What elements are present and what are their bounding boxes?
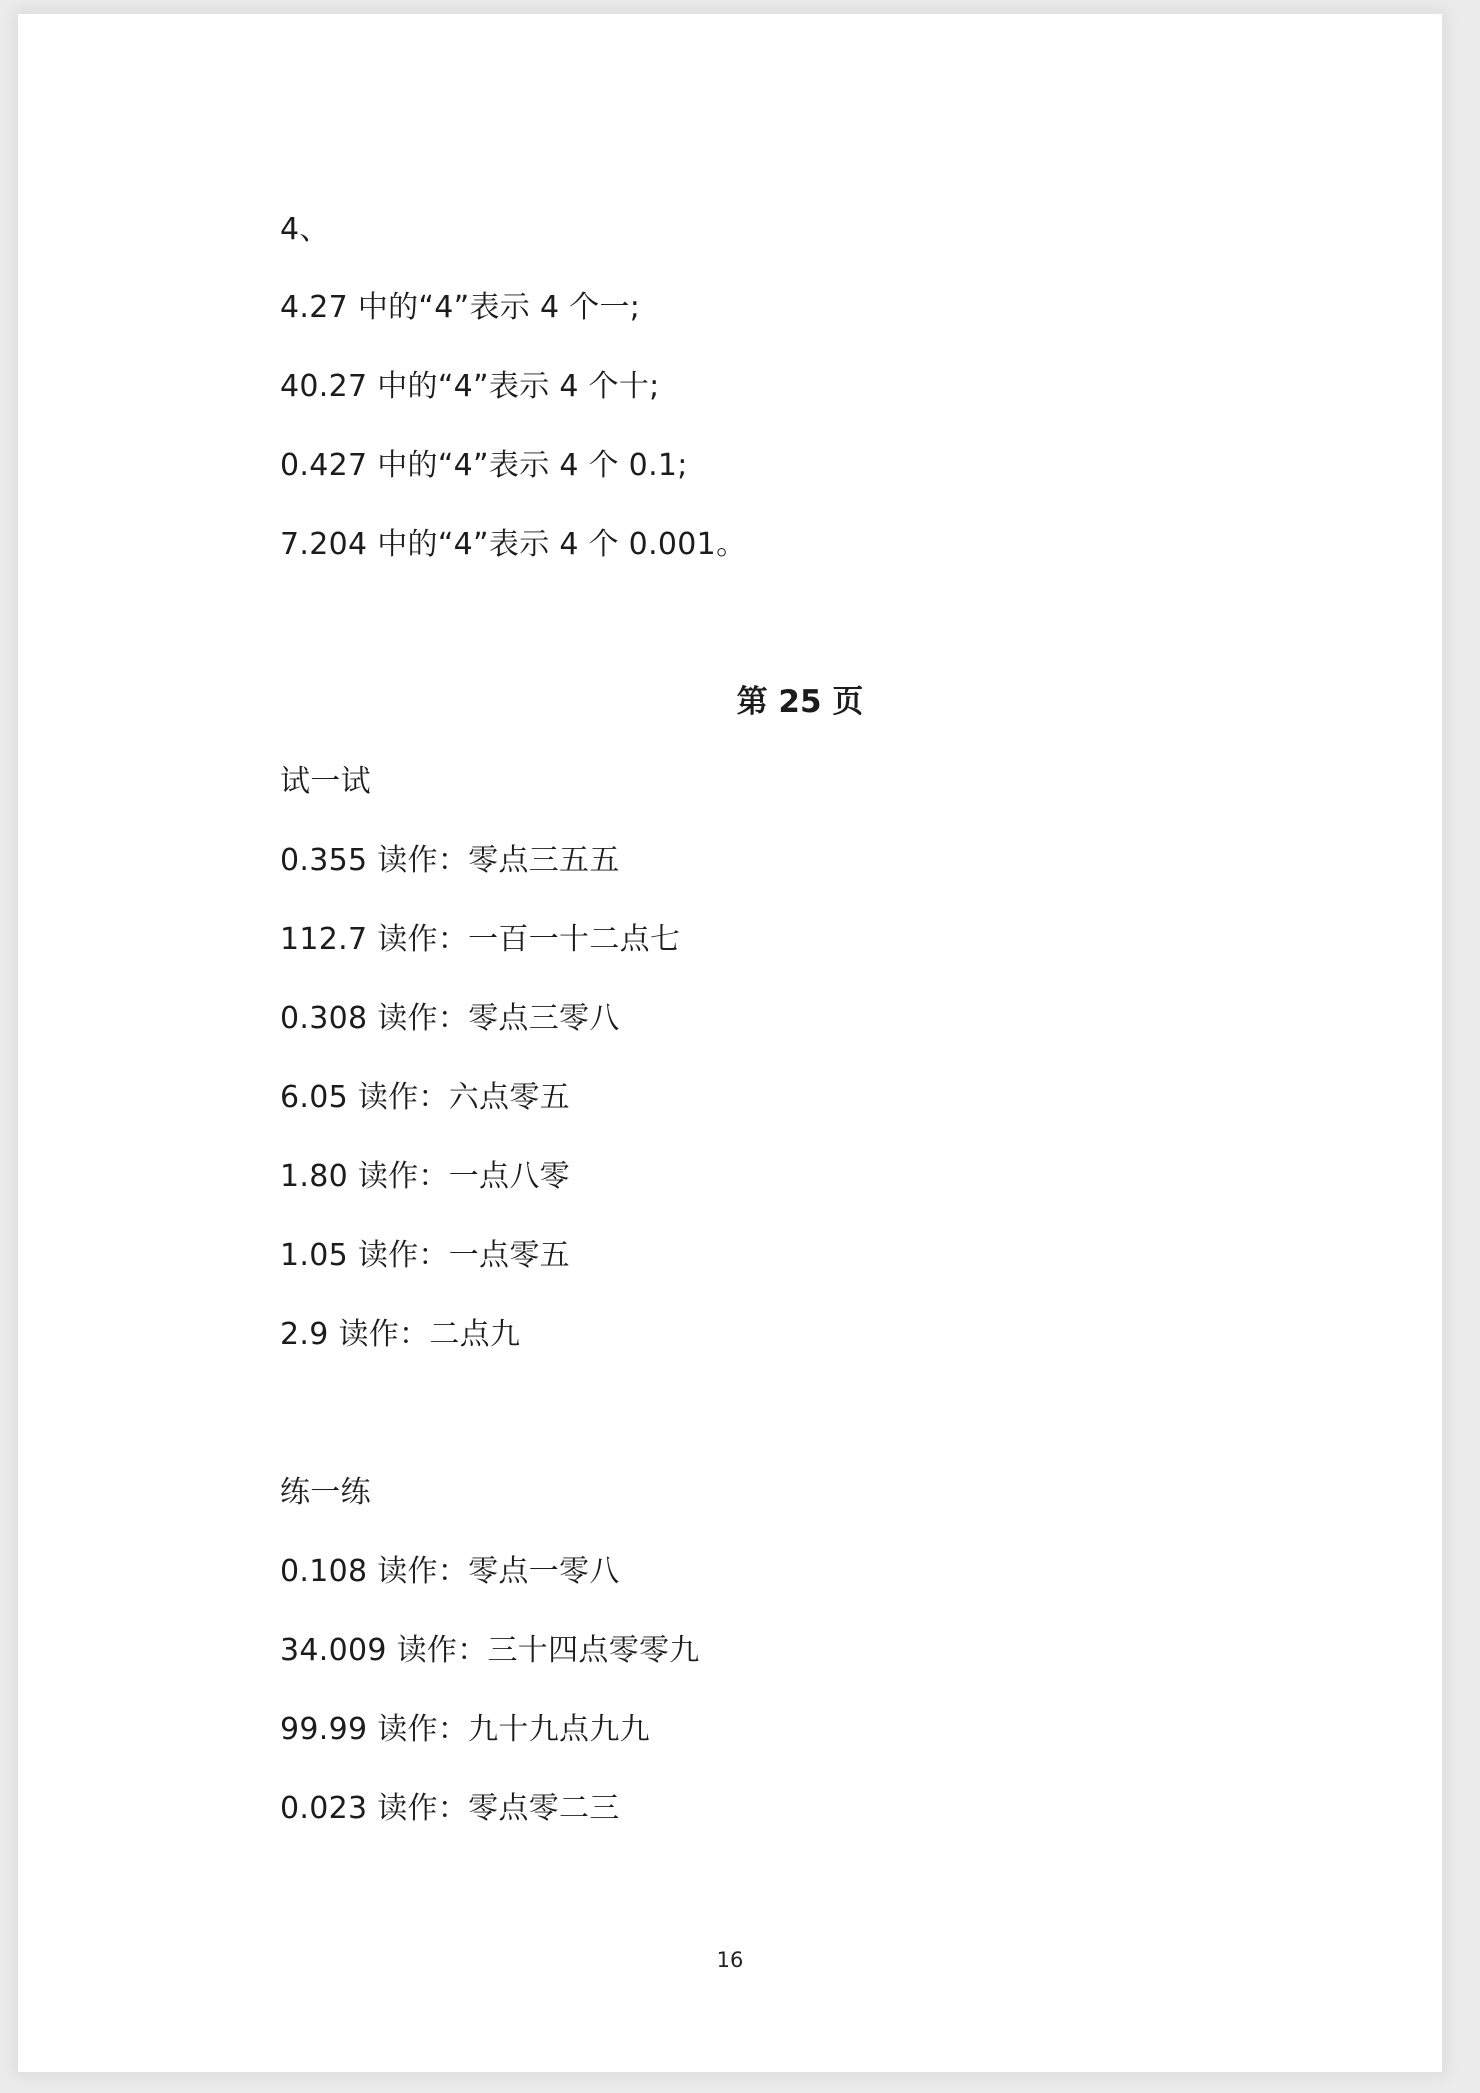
answer-line: 7.204 中的“4”表示 4 个 0.001。 (280, 527, 747, 562)
reading-line: 6.05 读作：六点零五 (280, 1080, 570, 1115)
page-number: 16 (716, 1948, 744, 1972)
section-title-try: 试一试 (280, 764, 371, 799)
reading-line: 1.80 读作：一点八零 (280, 1159, 570, 1194)
reading-line: 2.9 读作：二点九 (280, 1317, 521, 1352)
page-heading-text: 第 25 页 (736, 684, 864, 720)
answer-line: 0.427 中的“4”表示 4 个 0.1; (280, 448, 688, 483)
reading-line: 99.99 读作：九十九点九九 (280, 1712, 650, 1747)
answer-line: 4.27 中的“4”表示 4 个一; (280, 290, 641, 325)
reading-line: 34.009 读作：三十四点零零九 (280, 1633, 700, 1668)
reading-line: 1.05 读作：一点零五 (280, 1238, 570, 1273)
answer-line: 40.27 中的“4”表示 4 个十; (280, 369, 660, 404)
question-number: 4、 (280, 212, 330, 247)
reading-line: 0.108 读作：零点一零八 (280, 1554, 620, 1589)
reading-line: 0.355 读作：零点三五五 (280, 843, 620, 878)
reading-line: 0.023 读作：零点零二三 (280, 1791, 620, 1826)
page-heading (18, 682, 1442, 722)
reading-line: 0.308 读作：零点三零八 (280, 1001, 620, 1036)
reading-line: 112.7 读作：一百一十二点七 (280, 922, 681, 957)
section-title-practice: 练一练 (280, 1475, 371, 1510)
document-page (18, 14, 1442, 2072)
